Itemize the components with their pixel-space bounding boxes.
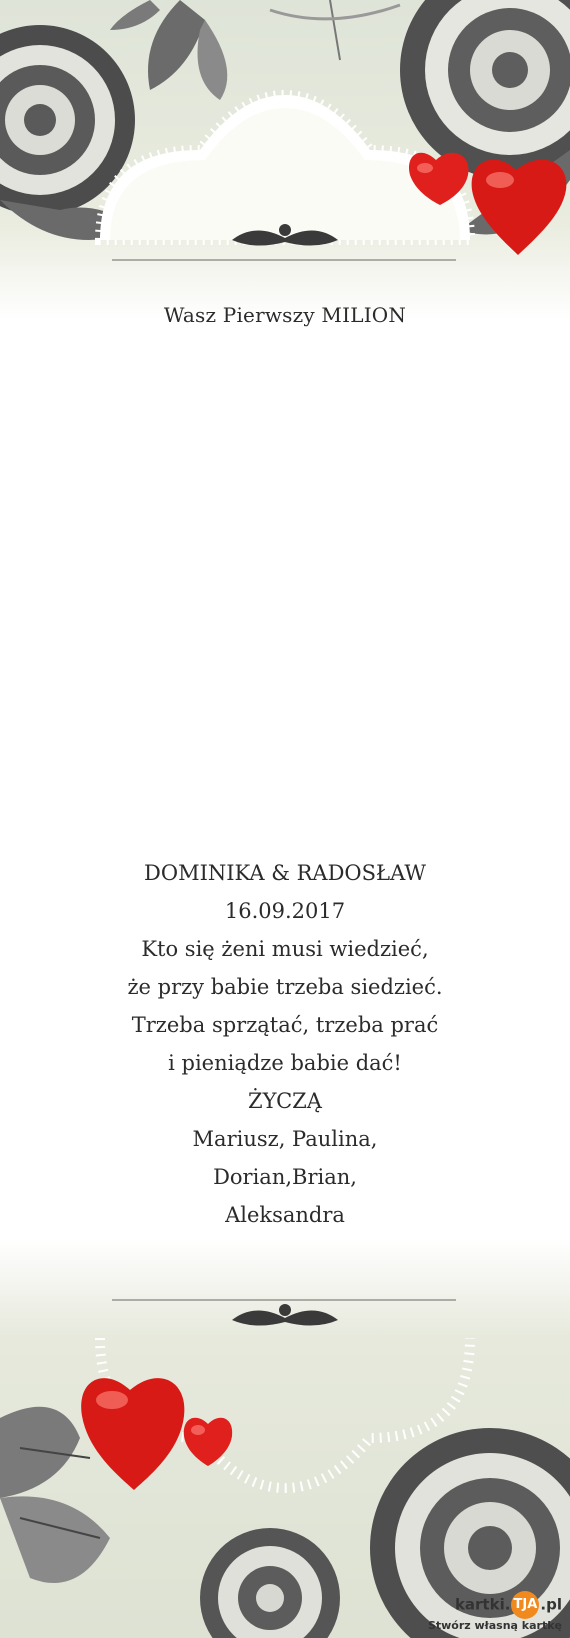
message-line: i pieniądze babie dać!: [168, 1051, 402, 1075]
message-line: że przy babie trzeba siedzieć.: [127, 975, 443, 999]
logo-tagline: Stwórz własną kartkę: [427, 1619, 562, 1632]
card-message: [0, 854, 570, 1272]
logo-ball-icon: TJA: [511, 1591, 539, 1619]
logo-name-right: .pl: [540, 1595, 562, 1614]
message-line-signature: Aleksandra: [225, 1203, 345, 1227]
logo-name-left: kartki.: [454, 1595, 511, 1614]
butterfly-top-icon: [110, 0, 400, 100]
bottom-decorative-frame: [0, 1238, 570, 1638]
message-line-signature: Mariusz, Paulina,: [192, 1127, 378, 1151]
card-title: Wasz Pierwszy MILION: [163, 303, 407, 327]
message-line-signature: Dorian,Brian,: [213, 1165, 357, 1189]
rose-bottom-center-icon: [200, 1528, 340, 1638]
message-line-wishes: ŻYCZĄ: [248, 1089, 322, 1113]
top-decorative-frame: [0, 0, 570, 320]
message-line-names: DOMINIKA & RADOSŁAW: [144, 861, 426, 885]
message-line: Kto się żeni musi wiedzieć,: [141, 937, 429, 961]
kartki-logo[interactable]: [428, 1591, 562, 1632]
message-line: Trzeba sprzątać, trzeba prać: [131, 1013, 439, 1037]
hearts-icon: [81, 1378, 232, 1490]
message-line-date: 16.09.2017: [224, 899, 346, 923]
flourish-ornament-icon: [232, 1304, 338, 1326]
